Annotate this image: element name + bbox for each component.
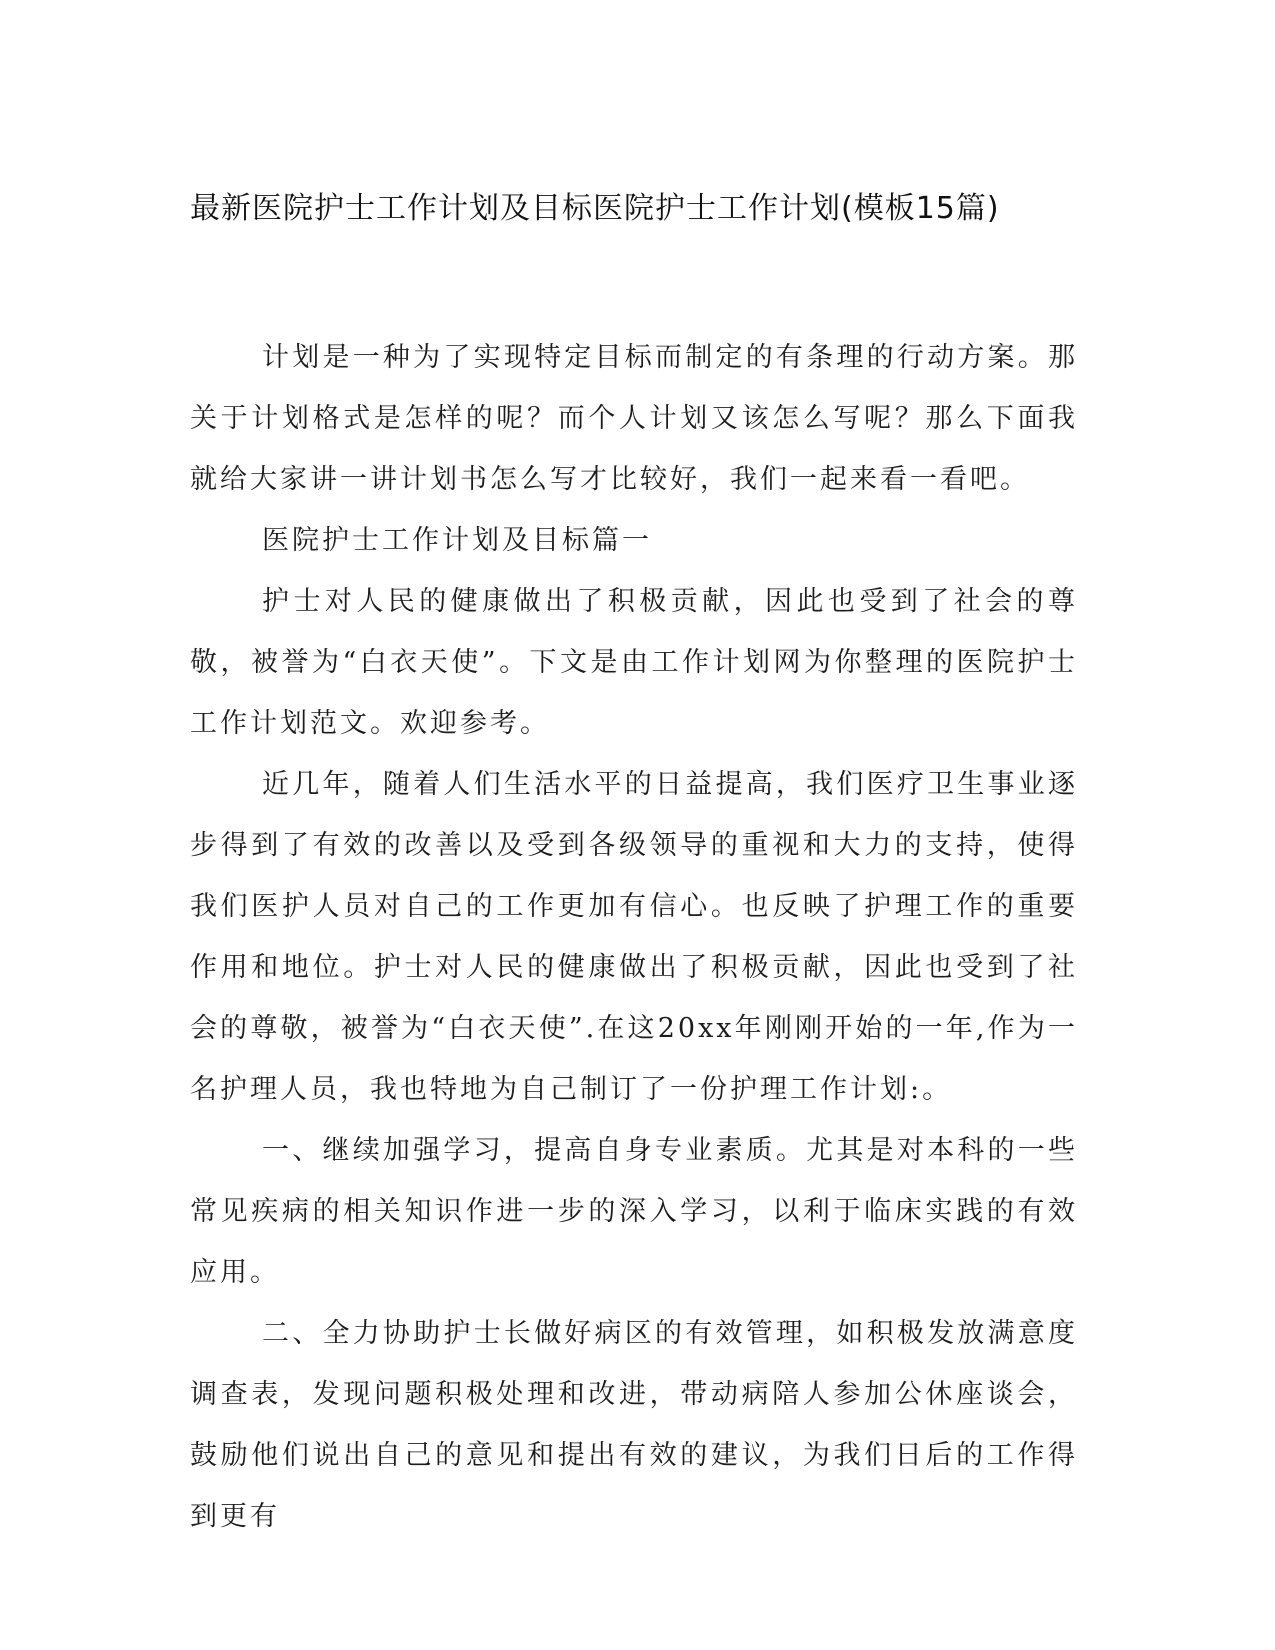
document-body bbox=[190, 327, 1078, 1547]
section-heading: 医院护士工作计划及目标篇一 bbox=[262, 525, 652, 556]
body-paragraph: 二、全力协助护士长做好病区的有效管理，如积极发放满意度调查表，发现问题积极处理和改进，带动病陪人参加公休座谈会，鼓励他们说出自己的意见和提出有效的建议，为我们日后的工作得到更有 bbox=[190, 1318, 1078, 1532]
body-paragraph: 一、继续加强学习，提高自身专业素质。尤其是对本科的一些常见疾病的相关知识作进一步的深入学习，以利于临床实践的有效应用。 bbox=[190, 1135, 1078, 1288]
document-title: 最新医院护士工作计划及目标医院护士工作计划(模板15篇) bbox=[190, 191, 1000, 226]
body-paragraph: 近几年，随着人们生活水平的日益提高，我们医疗卫生事业逐步得到了有效的改善以及受到各级领导的重视和大力的支持，使得我们医护人员对自己的工作更加有信心。也反映了护理工作的重要作用和地位。护士对人民的健康做出了积极贡献，因此也受到了社会的尊敬，被誉为“白衣天使”.在这20xx年刚刚开始的一年,作为一名护理人员，我也特地为自己制订了一份护理工作计划:。 bbox=[190, 769, 1078, 1105]
body-paragraph: 护士对人民的健康做出了积极贡献，因此也受到了社会的尊敬，被誉为“白衣天使”。下文是由工作计划网为你整理的医院护士工作计划范文。欢迎参考。 bbox=[190, 586, 1078, 739]
intro-paragraph: 计划是一种为了实现特定目标而制定的有条理的行动方案。那关于计划格式是怎样的呢？而个人计划又该怎么写呢？那么下面我就给大家讲一讲计划书怎么写才比较好，我们一起来看一看吧。 bbox=[190, 342, 1078, 495]
